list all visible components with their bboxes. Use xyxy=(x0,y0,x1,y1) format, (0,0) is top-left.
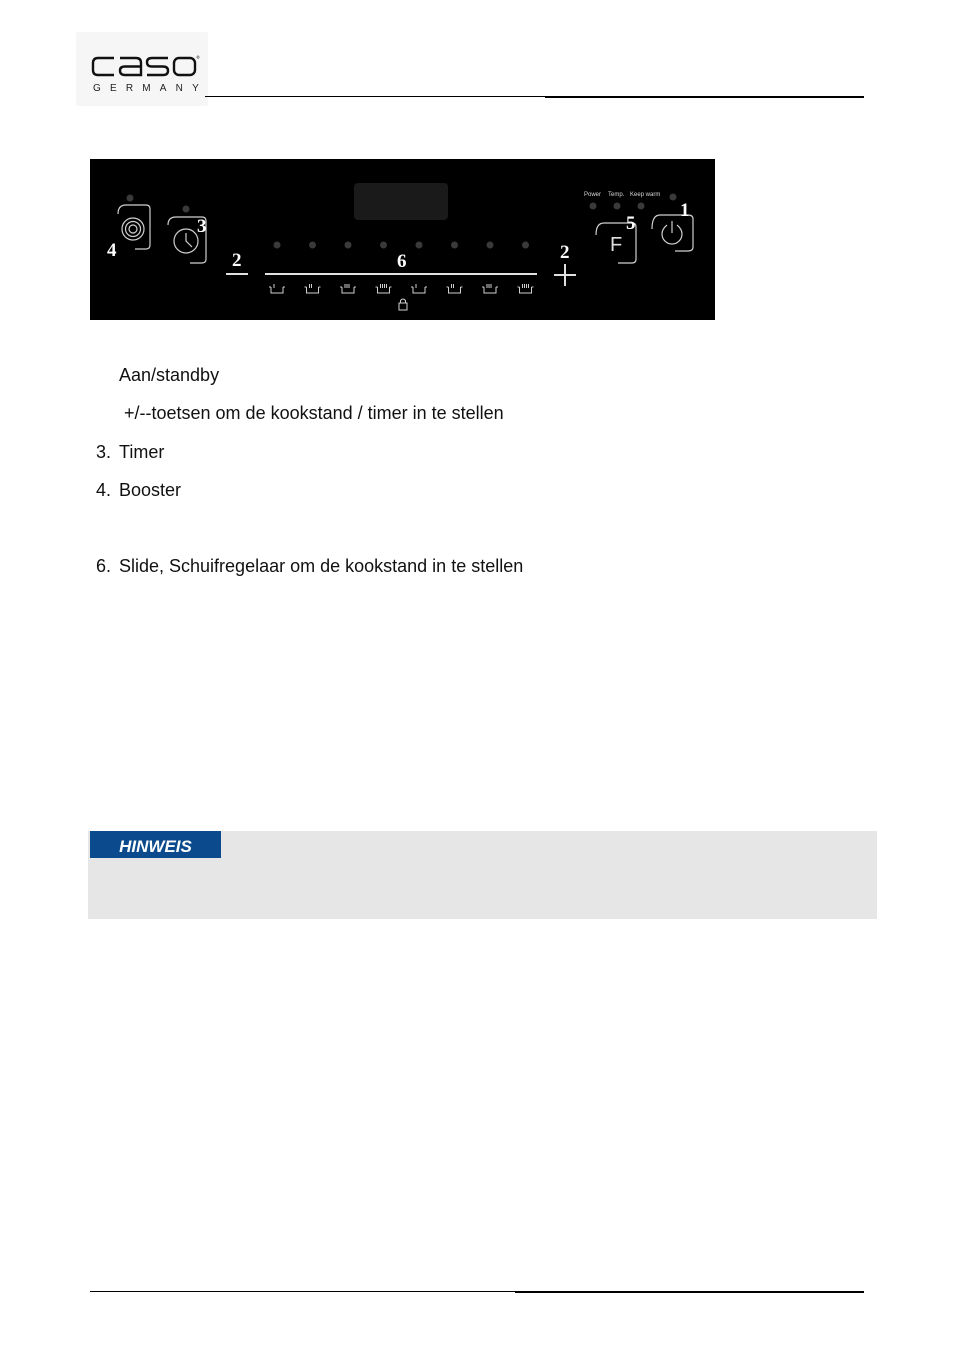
pot-icon xyxy=(269,284,285,293)
slider-level-dots xyxy=(274,242,530,249)
callout-2-right: 2 xyxy=(560,242,570,263)
pot-icon xyxy=(411,284,427,293)
indicator-label-power: Power xyxy=(584,192,602,198)
indicator-label-temp: Temp. xyxy=(608,192,625,198)
slider-level-dot xyxy=(380,242,387,249)
list-item-text: +/--toetsen om de kookstand / timer in te stellen xyxy=(124,403,504,423)
plus-key-icon xyxy=(554,264,576,286)
list-item-text: Aan/standby xyxy=(119,365,220,385)
control-panel-image xyxy=(90,159,715,320)
list-item-text: Booster xyxy=(119,480,182,500)
slider-level-dot xyxy=(416,242,423,249)
footer-rule-accent xyxy=(515,1292,864,1293)
list-item-number: 4. xyxy=(96,480,112,500)
slider-level-dot xyxy=(487,242,494,249)
pot-icon xyxy=(340,284,356,293)
timer-indicator-dot xyxy=(183,206,190,213)
indicator-label-keep-warm: Keep warm xyxy=(630,192,661,198)
pot-icon xyxy=(447,284,463,293)
display-window xyxy=(354,183,448,220)
notice-box xyxy=(88,831,877,919)
notice-label: HINWEIS xyxy=(90,831,221,858)
callout-2-left: 2 xyxy=(232,250,242,271)
caso-logo-wordmark xyxy=(90,42,198,82)
list-item-text: Timer xyxy=(119,442,165,462)
slider-level-dot xyxy=(522,242,529,249)
list-item-number: 3. xyxy=(96,442,112,462)
child-lock-icon xyxy=(399,299,407,310)
power-indicator-dot xyxy=(590,203,597,210)
pot-icon xyxy=(482,284,498,293)
slider-level-dot xyxy=(274,242,281,249)
callout-5: 5 xyxy=(626,213,636,234)
slider-level-dot xyxy=(451,242,458,249)
list-item-text: Slide, Schuifregelaar om de kookstand in te stellen xyxy=(119,556,524,576)
slider-level-dot xyxy=(345,242,352,249)
callout-6: 6 xyxy=(397,251,407,272)
svg-text:®: ® xyxy=(196,55,200,60)
function-key-label: F xyxy=(610,234,623,256)
header-rule-accent xyxy=(545,97,864,98)
callout-4: 4 xyxy=(107,240,117,261)
pot-icon xyxy=(305,284,321,293)
brand-logo xyxy=(76,32,208,106)
callout-1: 1 xyxy=(680,200,690,221)
list-item-number: 6. xyxy=(96,556,112,576)
slider-pot-icons xyxy=(269,284,534,293)
pot-icon xyxy=(376,284,392,293)
logo-subtitle: GERMANY xyxy=(93,83,208,94)
slider-level-dot xyxy=(309,242,316,249)
booster-key-icon xyxy=(118,205,150,249)
temp-indicator-dot xyxy=(614,203,621,210)
callout-3: 3 xyxy=(197,216,207,237)
keep-warm-indicator-dot xyxy=(638,203,645,210)
on-indicator-dot xyxy=(670,194,677,201)
control-panel-drawing xyxy=(90,159,715,320)
pot-icon xyxy=(518,284,534,293)
booster-indicator-dot xyxy=(127,195,134,202)
